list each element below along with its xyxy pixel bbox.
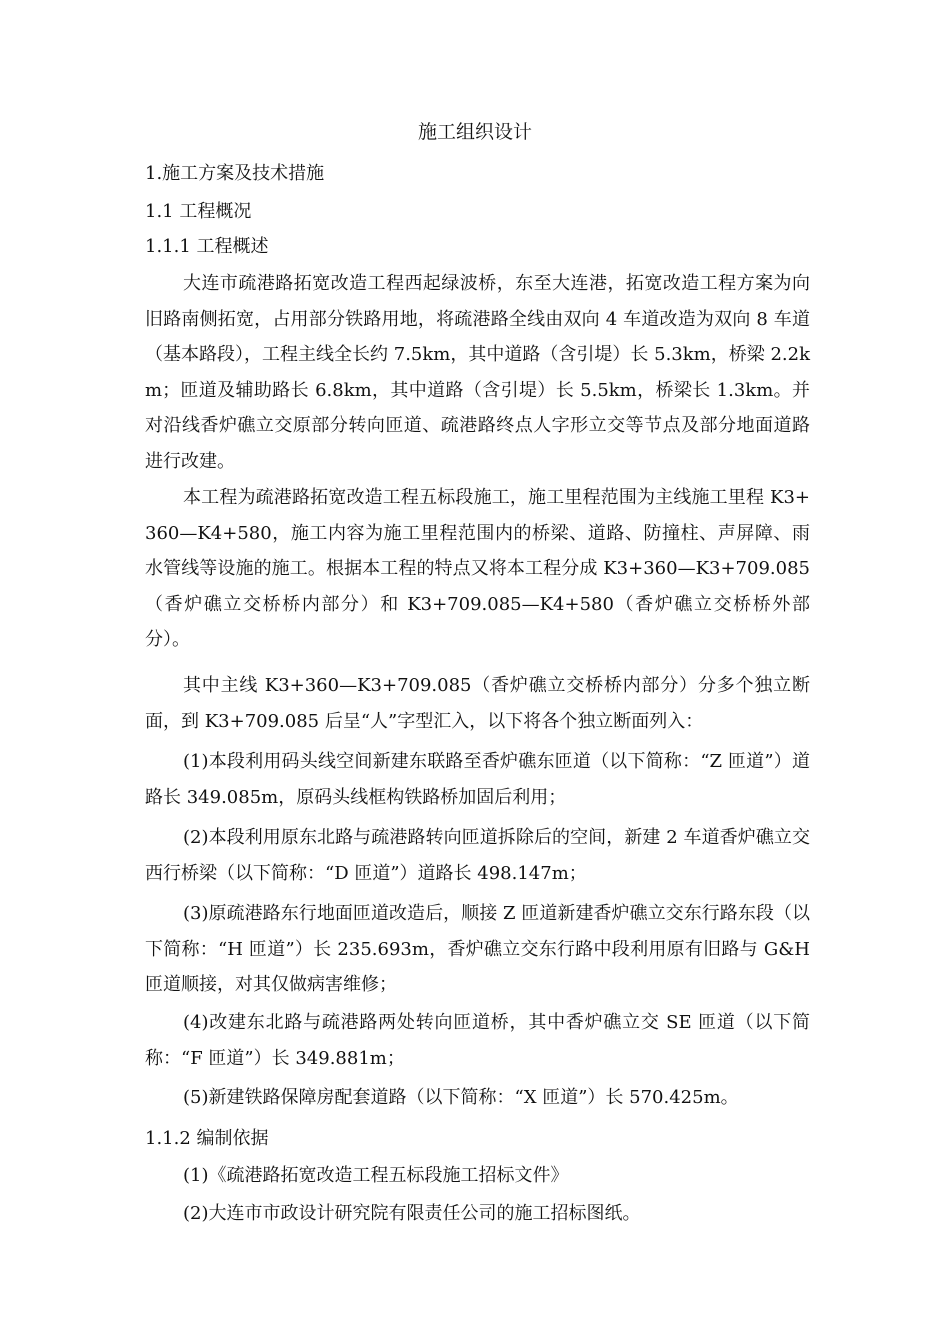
paragraph-project-overview: 大连市疏港路拓宽改造工程西起绿波桥，东至大连港，拓宽改造工程方案为向旧路南侧拓宽，占用部分铁路用地，将疏港路全线由双向 4 车道改造为双向 8 车道（基本路段），工程主线全长约 7.5km，其中道路（含引堤）长 5.3km，桥梁 2.2km；匝道及辅助路长 6.8km，其中道路（含引堤）长 5.5km，桥梁长 1.3km。并对沿线香炉礁立交原部分转向匝道、疏港路终点人字形立交等节点及部分地面道路进行改建。: [145, 273, 810, 472]
basis-item-tender-document: (1)《疏港路拓宽改造工程五标段施工招标文件》: [183, 1165, 569, 1186]
section-heading-1: 1.施工方案及技术措施: [145, 163, 325, 184]
list-item-d-ramp: (2)本段利用原东北路与疏港路转向匝道拆除后的空间，新建 2 车道香炉礁立交西行桥梁（以下简称：“D 匝道”）道路长 498.147m；: [145, 827, 810, 884]
list-item-f-ramp: (4)改建东北路与疏港路两处转向匝道桥，其中香炉礁立交 SE 匝道（以下简称：“F 匝道”）长 349.881m；: [145, 1012, 810, 1069]
section-heading-1-1: 1.1 工程概况: [145, 201, 252, 222]
list-item-x-ramp: (5)新建铁路保障房配套道路（以下简称：“X 匝道”）长 570.425m。: [183, 1087, 739, 1108]
section-heading-1-1-2: 1.1.2 编制依据: [145, 1128, 269, 1149]
list-item-h-ramp: (3)原疏港路东行地面匝道改造后，顺接 Z 匝道新建香炉礁立交东行路东段（以下简称：“H 匝道”）长 235.693m，香炉礁立交东行路中段利用原有旧路与 G&H 匝道顺接，对其仅做病害维修；: [145, 903, 810, 995]
list-item-z-ramp: (1)本段利用码头线空间新建东联路至香炉礁东匝道（以下简称：“Z 匝道”）道路长 349.085m，原码头线框构铁路桥加固后利用；: [145, 751, 810, 808]
document-title: 施工组织设计: [417, 121, 532, 143]
paragraph-scope: 本工程为疏港路拓宽改造工程五标段施工，施工里程范围为主线施工里程 K3+360—K4+580，施工内容为施工里程范围内的桥梁、道路、防撞柱、声屏障、雨水管线等设施的施工。根据本工程的特点又将本工程分成 K3+360—K3+709.085（香炉礁立交桥桥内部分）和 K3+709.085—K4+580（香炉礁立交桥桥外部分）。: [145, 487, 810, 650]
section-heading-1-1-1: 1.1.1 工程概述: [145, 236, 269, 257]
paragraph-sections-intro: 其中主线 K3+360—K3+709.085（香炉礁立交桥桥内部分）分多个独立断面，到 K3+709.085 后呈“人”字型汇入，以下将各个独立断面列入：: [145, 675, 810, 732]
basis-item-tender-drawings: (2)大连市市政设计研究院有限责任公司的施工招标图纸。: [183, 1203, 641, 1224]
